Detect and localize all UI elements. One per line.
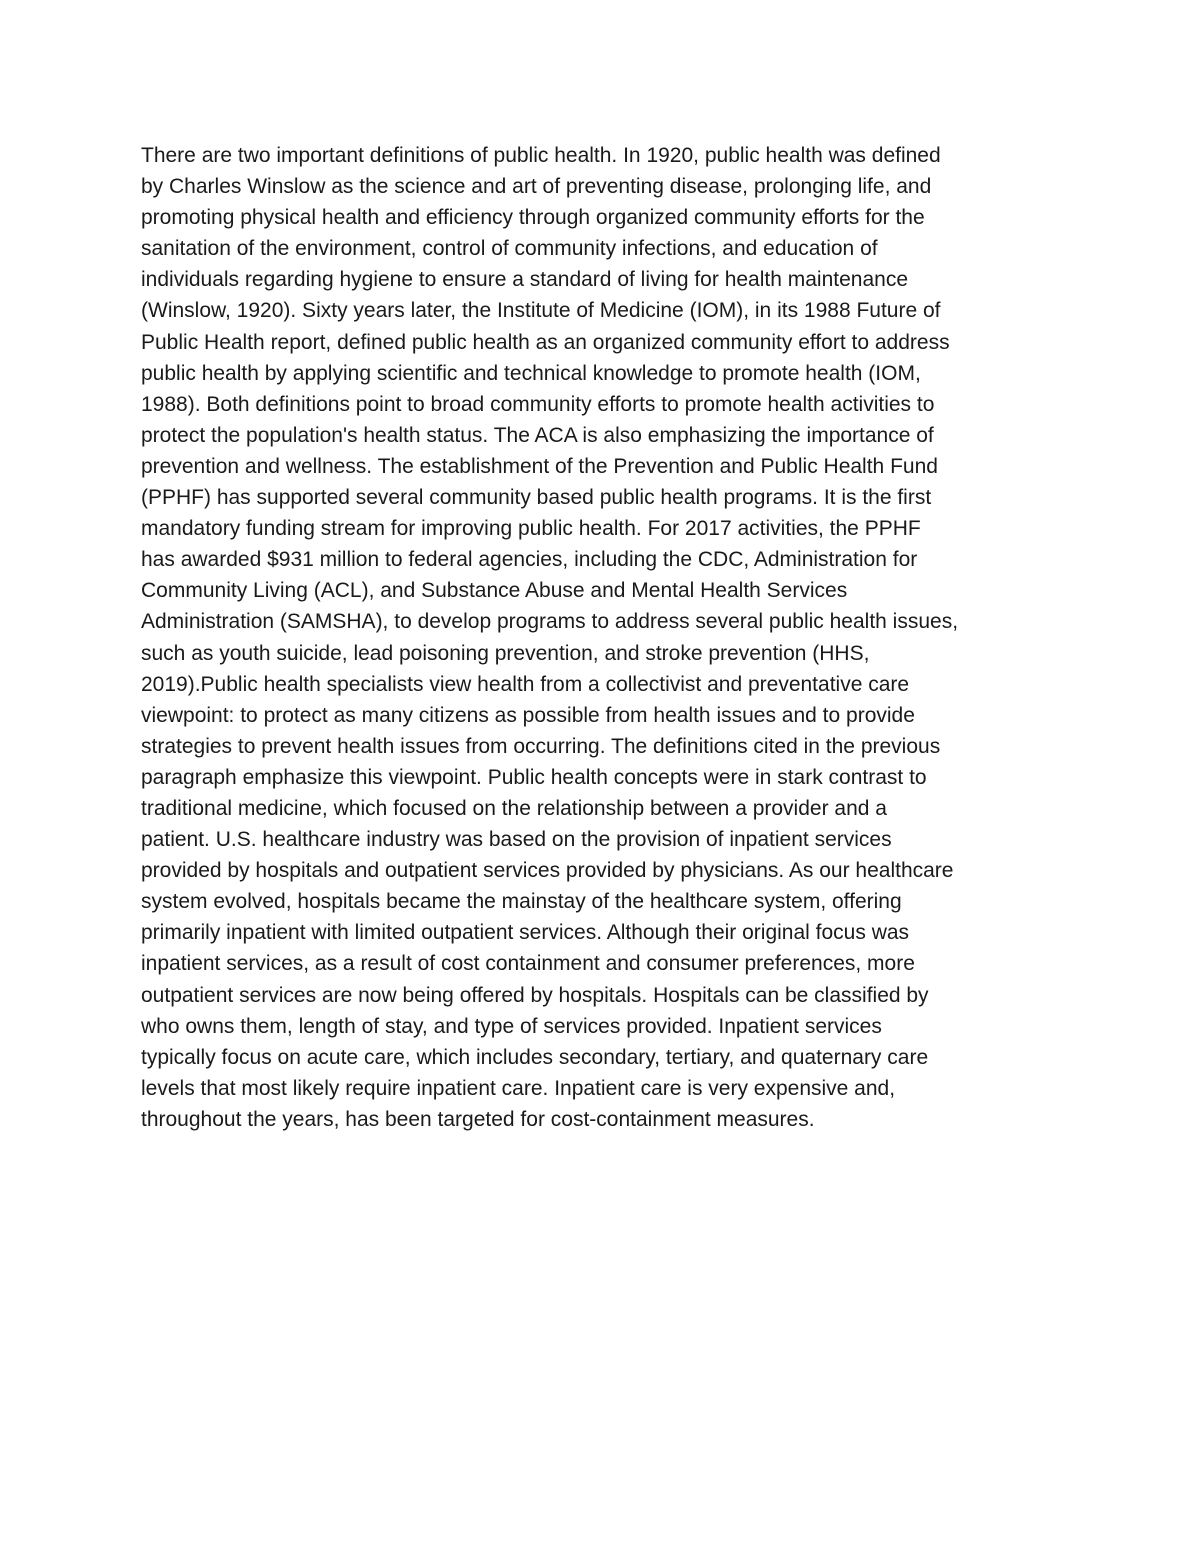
text-line-13: mandatory funding stream for improving public health. For 2017 activities, the PPHF	[141, 517, 921, 541]
text-line-24: provided by hospitals and outpatient services provided by physicians. As our healthcare	[141, 859, 954, 883]
body-paragraph	[141, 140, 1081, 1135]
text-line-21: paragraph emphasize this viewpoint. Public health concepts were in stark contrast to	[141, 765, 927, 789]
text-line-5: individuals regarding hygiene to ensure a standard of living for health maintenance	[141, 268, 908, 292]
text-line-18: 2019).Public health specialists view health from a collectivist and preventative care	[141, 672, 910, 696]
text-line-17: such as youth suicide, lead poisoning prevention, and stroke prevention (HHS,	[141, 641, 870, 665]
text-line-1: There are two important definitions of public health. In 1920, public health was defined	[141, 144, 941, 167]
text-line-7: Public Health report, defined public health as an organized community effort to address	[141, 330, 950, 354]
text-line-27: inpatient services, as a result of cost containment and consumer preferences, more	[141, 952, 915, 976]
text-line-9: 1988). Both definitions point to broad community efforts to promote health activities to	[141, 392, 935, 416]
text-line-6: (Winslow, 1920). Sixty years later, the Institute of Medicine (IOM), in its 1988 Future of	[141, 299, 941, 323]
text-line-15: Community Living (ACL), and Substance Abuse and Mental Health Services	[141, 579, 848, 603]
text-line-10: protect the population's health status. The ACA is also emphasizing the importance of	[141, 423, 934, 447]
text-line-12: (PPHF) has supported several community based public health programs. It is the first	[141, 486, 932, 510]
text-line-28: outpatient services are now being offered by hospitals. Hospitals can be classified by	[141, 983, 929, 1007]
text-line-22: traditional medicine, which focused on the relationship between a provider and a	[141, 796, 887, 820]
text-line-25: system evolved, hospitals became the mainstay of the healthcare system, offering	[141, 890, 902, 914]
text-line-8: public health by applying scientific and technical knowledge to promote health (IOM,	[141, 361, 921, 385]
text-line-29: who owns them, length of stay, and type of services provided. Inpatient services	[141, 1014, 882, 1038]
text-line-2: by Charles Winslow as the science and art of preventing disease, prolonging life, and	[141, 175, 932, 199]
text-line-20: strategies to prevent health issues from occurring. The definitions cited in the previous	[141, 734, 941, 758]
text-line-32: throughout the years, has been targeted for cost-containment measures.	[141, 1107, 815, 1131]
text-line-3: promoting physical health and efficiency through organized community efforts for the	[141, 206, 925, 230]
text-line-31: levels that most likely require inpatient care. Inpatient care is very expensive and,	[141, 1076, 896, 1100]
text-line-16: Administration (SAMSHA), to develop programs to address several public health issues,	[141, 610, 959, 634]
text-line-11: prevention and wellness. The establishment of the Prevention and Public Health Fund	[141, 454, 938, 478]
text-line-23: patient. U.S. healthcare industry was based on the provision of inpatient services	[141, 828, 892, 852]
text-line-14: has awarded $931 million to federal agencies, including the CDC, Administration for	[141, 548, 918, 572]
text-line-30: typically focus on acute care, which includes secondary, tertiary, and quaternary care	[141, 1045, 929, 1069]
text-line-4: sanitation of the environment, control of community infections, and education of	[141, 237, 878, 261]
text-line-19: viewpoint: to protect as many citizens as possible from health issues and to provide	[141, 703, 915, 727]
text-line-26: primarily inpatient with limited outpatient services. Although their original focus was	[141, 921, 910, 945]
